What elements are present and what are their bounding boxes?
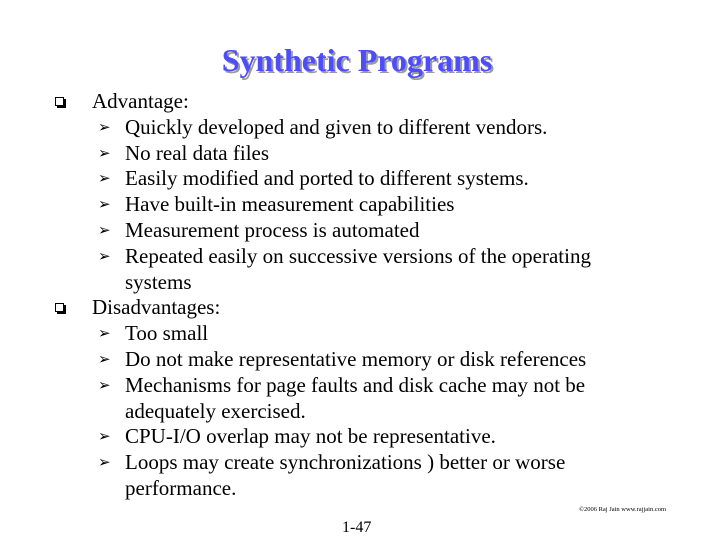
list-item-text: Measurement process is automated — [125, 217, 420, 242]
section-advantages-heading — [0, 89, 700, 115]
arrow-bullet-icon: ➢ — [98, 375, 111, 394]
arrow-bullet-icon: ➢ — [98, 324, 111, 343]
slide-title: Synthetic Programs — [221, 42, 493, 78]
list-item — [0, 244, 700, 296]
list-item-text: Quickly developed and given to different vendors. — [125, 114, 548, 139]
arrow-bullet-icon: ➢ — [98, 246, 111, 265]
arrow-bullet-icon: ➢ — [98, 117, 111, 136]
list-item — [0, 115, 700, 141]
bullet-list — [0, 89, 700, 502]
section-heading: Advantage: — [92, 89, 189, 113]
list-item — [0, 373, 700, 425]
arrow-bullet-icon: ➢ — [98, 143, 111, 162]
page-number: 1-47 — [342, 519, 372, 536]
list-item — [0, 166, 700, 192]
arrow-bullet-icon: ➢ — [98, 220, 111, 239]
list-item — [0, 218, 700, 244]
list-item — [0, 192, 700, 218]
list-item — [0, 347, 700, 373]
list-item-text: Too small — [125, 321, 209, 346]
list-item — [0, 321, 700, 347]
list-item-text: CPU-I/O overlap may not be representative. — [125, 424, 496, 449]
list-item-text: Loops may create synchronizations ) better or worse performance. — [125, 450, 566, 500]
list-item-text: Do not make representative memory or disk references — [125, 346, 587, 371]
list-item-text: Easily modified and ported to different systems. — [125, 166, 529, 191]
list-item-text: No real data files — [125, 140, 270, 165]
section-disadvantages-heading — [0, 295, 700, 321]
list-item — [0, 450, 700, 502]
list-item — [0, 424, 700, 450]
list-item-text: Mechanisms for page faults and disk cache may not be adequately exercised. — [125, 372, 586, 423]
arrow-bullet-icon: ➢ — [98, 453, 111, 472]
copyright-note: ©2006 Raj Jain www.rajjain.com — [579, 506, 667, 513]
list-item-text: Have built-in measurement capabilities — [125, 192, 455, 217]
arrow-bullet-icon: ➢ — [98, 349, 111, 368]
arrow-bullet-icon: ➢ — [98, 195, 111, 214]
square-bullet-icon — [55, 97, 64, 106]
square-bullet-icon — [55, 303, 64, 312]
list-item — [0, 141, 700, 167]
arrow-bullet-icon: ➢ — [98, 427, 111, 446]
section-heading: Disadvantages: — [92, 295, 221, 320]
arrow-bullet-icon: ➢ — [98, 169, 111, 188]
list-item-text: Repeated easily on successive versions of the operating systems — [125, 243, 591, 294]
